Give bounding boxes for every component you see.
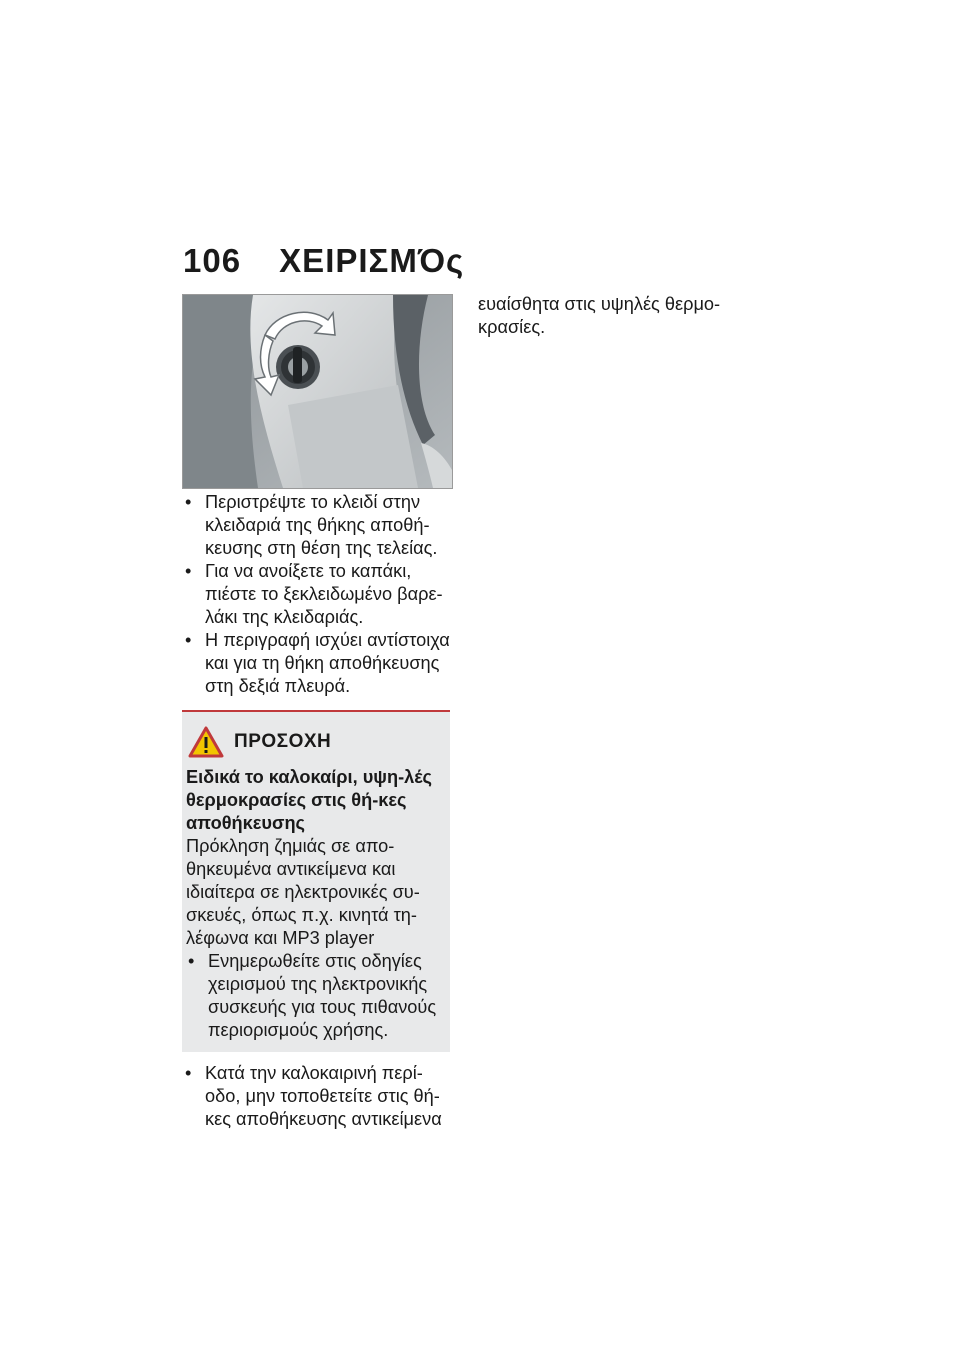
warning-subtitle: Ειδικά το καλοκαίρι, υψη-λές θερμοκρασίες στις θή-κες αποθήκευσης <box>186 767 432 833</box>
list-item: • Κατά την καλοκαιρινή περί-οδο, μην τοποθετείτε στις θή-κες αποθήκευσης αντικείμενα <box>183 1062 451 1131</box>
list-item: • Περιστρέψτε το κλειδί στην κλειδαριά της θήκης αποθή-κευσης στη θέση της τελείας. <box>183 491 451 560</box>
section-title: ΧΕΙΡΙΣΜΌς <box>279 242 465 279</box>
warning-triangle-icon <box>188 726 224 758</box>
storage-lock-photo <box>182 294 453 489</box>
right-column <box>478 293 748 339</box>
warning-action-list <box>186 950 442 1042</box>
continued-text: ευαίσθητα στις υψηλές θερμο-κρασίες. <box>478 294 721 337</box>
left-column <box>183 491 451 1131</box>
warning-title: ΠΡΟΣΟΧΗ <box>234 731 332 752</box>
page-number: 106 <box>183 242 242 279</box>
list-item: • Ενημερωθείτε στις οδηγίες χειρισμού της ηλεκτρονικής συσκευής για τους πιθανούς περιορισμούς χρήσης. <box>186 950 442 1042</box>
page-header <box>183 242 464 280</box>
instruction-list <box>183 491 451 698</box>
warning-header <box>188 726 442 758</box>
list-item: • Η περιγραφή ισχύει αντίστοιχα και για τη θήκη αποθήκευσης στη δεξιά πλευρά. <box>183 629 451 698</box>
warning-text: Πρόκληση ζημιάς σε απο-θηκευμένα αντικείμενα και ιδιαίτερα σε ηλεκτρονικές συ-σκευές, όπως π.χ. κινητά τη-λέφωνα και MP3 player <box>186 836 420 948</box>
list-item: • Για να ανοίξετε το καπάκι, πιέστε το ξεκλειδωμένο βαρε-λάκι της κλειδαριάς. <box>183 560 451 629</box>
storage-lock-illustration <box>183 295 452 488</box>
warning-box <box>182 710 450 1052</box>
summer-advice-list <box>183 1062 451 1131</box>
